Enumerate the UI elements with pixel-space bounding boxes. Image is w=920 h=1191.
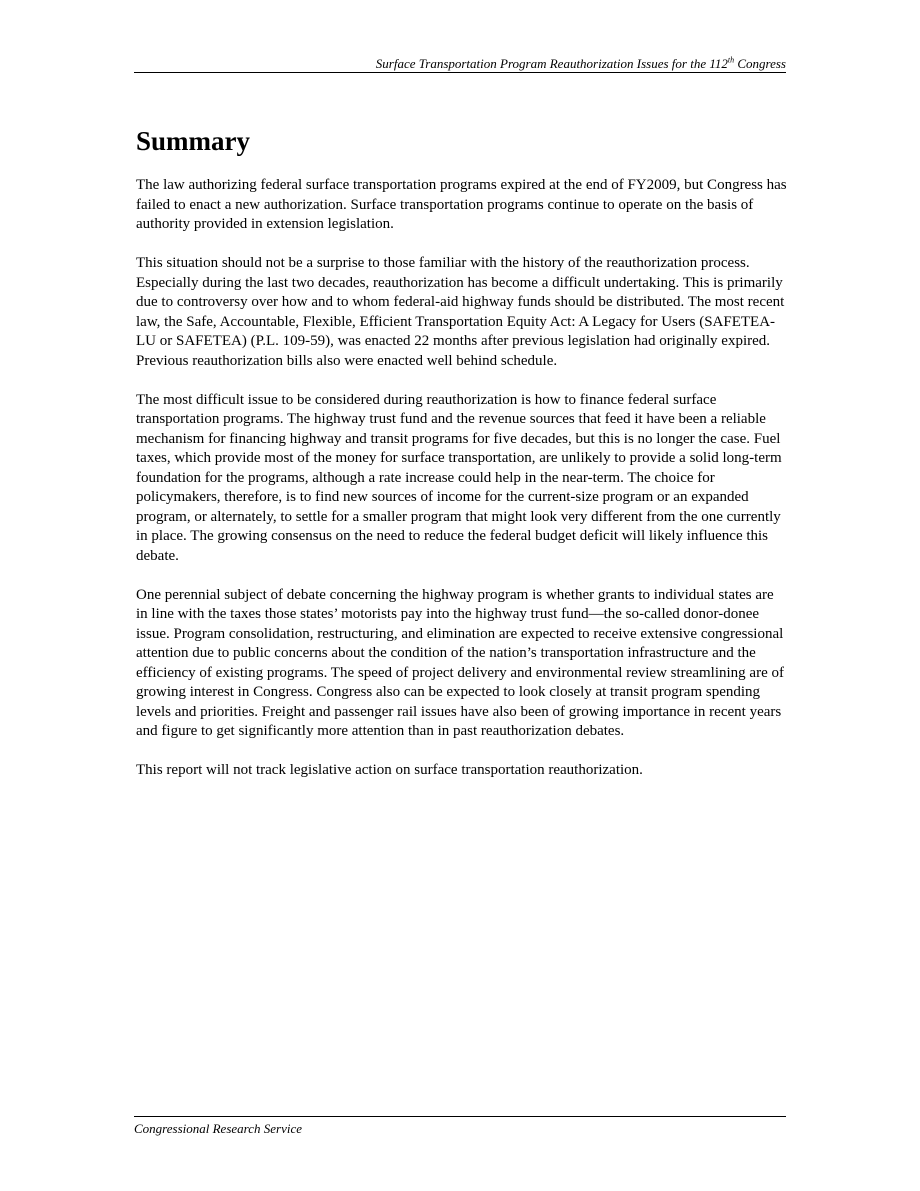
- paragraph-5: This report will not track legislative action on surface transportation reauthorization.: [136, 762, 643, 778]
- footer-publisher: Congressional Research Service: [134, 1121, 302, 1136]
- paragraph-4: One perennial subject of debate concerning the highway program is whether grants to individual states are in line with the taxes those states’ motorists pay into the highway trust fund—the so-called donor-donee issue. Program consolidation, restructuring, and elimination are expected to receive extensive congressional attention due to public concerns about the condition of the nation’s transportation infrastructure and the efficiency of existing programs. The speed of project delivery and environmental review streamlining are of growing interest in Congress. Congress also can be expected to look closely at transit program spending levels and priorities. Freight and passenger rail issues have also been of growing importance in recent years and figure to get significantly more attention than in past reauthorization debates.: [136, 586, 784, 739]
- paragraph-3: The most difficult issue to be considered during reauthorization is how to finance federal surface transportation programs. The highway trust fund and the revenue sources that feed it have been a reliable mechanism for financing highway and transit programs for five decades, but this is no longer the case. Fuel taxes, which provide most of the money for surface transportation, are unlikely to provide a solid long-term foundation for the programs, although a rate increase could help in the near-term. The choice for policymakers, therefore, is to find new sources of income for the current-size program or an expanded program, or alternately, to settle for a smaller program that might look very different from the one currently in place. The growing consensus on the need to reduce the federal budget deficit will likely influence this debate.: [136, 391, 782, 564]
- paragraph-2: This situation should not be a surprise to those familiar with the history of the reauthorization process. Especially during the last two decades, reauthorization has become a difficult undertaking. This is primarily due to controversy over how and to whom federal-aid highway funds should be distributed. The most recent law, the Safe, Accountable, Flexible, Efficient Transportation Equity Act: A Legacy for Users (SAFETEA-LU or SAFETEA) (P.L. 109-59), was enacted 22 months after previous legislation had originally expired. Previous reauthorization bills also were enacted well behind schedule.: [136, 255, 785, 369]
- page-footer: [134, 1116, 786, 1137]
- summary-body: [136, 176, 788, 800]
- ordinal-suffix: th: [727, 55, 735, 65]
- running-header-title: Surface Transportation Program Reauthorization Issues for the 112th Congress: [375, 55, 786, 71]
- paragraph-1: The law authorizing federal surface transportation programs expired at the end of FY2009, but Congress has failed to enact a new authorization. Surface transportation programs continue to operate on the basis of authority provided in extension legislation.: [136, 177, 787, 232]
- running-header: [134, 56, 786, 73]
- page-title: Summary: [136, 126, 250, 156]
